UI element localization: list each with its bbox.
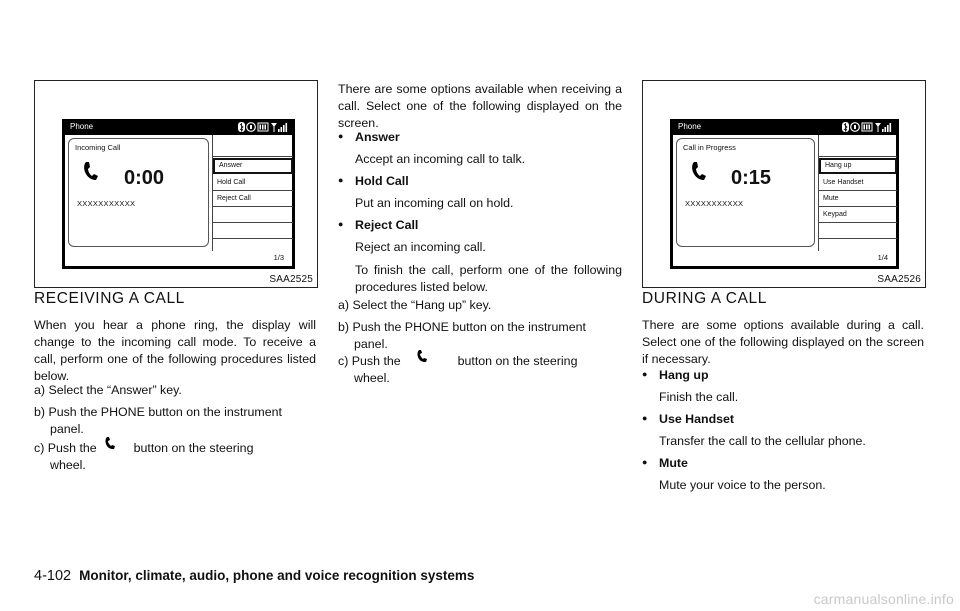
option-title-answer: Answer xyxy=(355,130,400,144)
status-icons xyxy=(841,121,893,133)
bullet: ● xyxy=(338,131,344,141)
chapter-title: Monitor, climate, audio, phone and voice recognition systems xyxy=(79,568,475,583)
option-title-hang-up: Hang up xyxy=(659,368,709,382)
steering-phone-icon xyxy=(416,349,428,363)
bullet: ● xyxy=(642,457,648,467)
phone-screen xyxy=(62,119,295,269)
option-desc-mute: Mute your voice to the person. xyxy=(659,478,826,492)
steering-phone-icon xyxy=(104,436,116,450)
hang-up-option[interactable]: Hang up xyxy=(819,158,897,174)
receiving-step-a: a) Select the “Answer” key. xyxy=(34,383,182,397)
bullet: ● xyxy=(642,369,648,379)
status-icons xyxy=(237,121,289,133)
finish-step-a: a) Select the “Hang up” key. xyxy=(338,298,492,312)
option-blank-top xyxy=(819,135,897,157)
receiving-intro: When you hear a phone ring, the display will change to the incoming call mode. To receive a call, perform one of the following procedures listed below. xyxy=(34,318,316,383)
call-status-label: Call in Progress xyxy=(683,143,736,152)
option-title-mute: Mute xyxy=(659,456,688,470)
signal-icon xyxy=(875,123,891,132)
bluetooth-icon xyxy=(238,122,245,132)
figure-call-in-progress xyxy=(642,80,926,288)
option-desc-hang-up: Finish the call. xyxy=(659,390,739,404)
bullet: ● xyxy=(338,219,344,229)
headset-icon xyxy=(851,123,860,132)
screen-title: Phone xyxy=(678,122,702,131)
figure-code: SAA2525 xyxy=(269,274,313,285)
option-title-use-handset: Use Handset xyxy=(659,412,735,426)
options-intro: There are some options available when receiving a call. Select one of the following displayed on the screen. xyxy=(338,82,622,130)
page-indicator: 1/4 xyxy=(877,253,888,262)
battery-icon xyxy=(862,123,872,131)
phone-screen xyxy=(670,119,899,269)
during-intro: There are some options available during a call. Select one of the following displayed on the screen if necessary. xyxy=(642,318,924,366)
call-options-list xyxy=(212,135,293,251)
reject-call-option[interactable]: Reject Call xyxy=(213,191,293,207)
screen-title: Phone xyxy=(70,122,94,131)
mute-option[interactable]: Mute xyxy=(819,191,897,207)
battery-icon xyxy=(258,123,268,131)
page-indicator: 1/3 xyxy=(273,253,284,262)
watermark: carmanualsonline.info xyxy=(813,591,954,607)
section-heading-during: DURING A CALL xyxy=(642,290,767,307)
finish-step-c: c) Push the button on the steering wheel. xyxy=(338,353,622,387)
headset-icon xyxy=(247,123,256,132)
screen-body xyxy=(65,135,292,266)
option-blank-top xyxy=(213,135,293,157)
caller-number: XXXXXXXXXXX xyxy=(685,199,744,208)
option-desc-use-handset: Transfer the call to the cellular phone. xyxy=(659,434,866,448)
option-desc-answer: Accept an incoming call to talk. xyxy=(355,152,526,166)
bullet: ● xyxy=(642,413,648,423)
call-timer: 0:00 xyxy=(124,167,165,189)
figure-incoming-call xyxy=(34,80,318,288)
call-options-list xyxy=(818,135,897,251)
keypad-option[interactable]: Keypad xyxy=(819,207,897,223)
receiving-step-c: c) Push the button on the steering wheel. xyxy=(34,440,318,474)
option-title-reject: Reject Call xyxy=(355,218,419,232)
signal-icon xyxy=(271,123,287,132)
answer-option[interactable]: Answer xyxy=(213,158,293,174)
page-footer xyxy=(34,568,474,584)
use-handset-option[interactable]: Use Handset xyxy=(819,175,897,191)
hold-call-option[interactable]: Hold Call xyxy=(213,175,293,191)
option-title-hold: Hold Call xyxy=(355,174,409,188)
option-desc-reject: Reject an incoming call. xyxy=(355,240,486,254)
finish-step-b: b) Push the PHONE button on the instrument panel. xyxy=(338,320,586,351)
caller-number: XXXXXXXXXXX xyxy=(77,199,136,208)
call-info-box xyxy=(676,138,815,247)
bullet: ● xyxy=(338,175,344,185)
receiving-step-b: b) Push the PHONE button on the instrument panel. xyxy=(34,405,282,436)
bluetooth-icon xyxy=(842,122,849,132)
call-status-label: Incoming Call xyxy=(75,143,121,152)
page-number: 4-102 xyxy=(34,568,72,584)
section-heading-receiving: RECEIVING A CALL xyxy=(34,290,185,307)
phone-handset-icon xyxy=(83,161,99,181)
finish-note: To finish the call, perform one of the following procedures listed below. xyxy=(355,263,622,294)
option-empty-2 xyxy=(213,223,293,239)
option-empty xyxy=(213,207,293,223)
option-empty xyxy=(819,223,897,239)
screen-body xyxy=(673,135,896,266)
figure-code: SAA2526 xyxy=(877,274,921,285)
call-info-box xyxy=(68,138,209,247)
phone-handset-icon xyxy=(691,161,707,181)
option-desc-hold: Put an incoming call on hold. xyxy=(355,196,514,210)
call-timer: 0:15 xyxy=(731,167,772,189)
